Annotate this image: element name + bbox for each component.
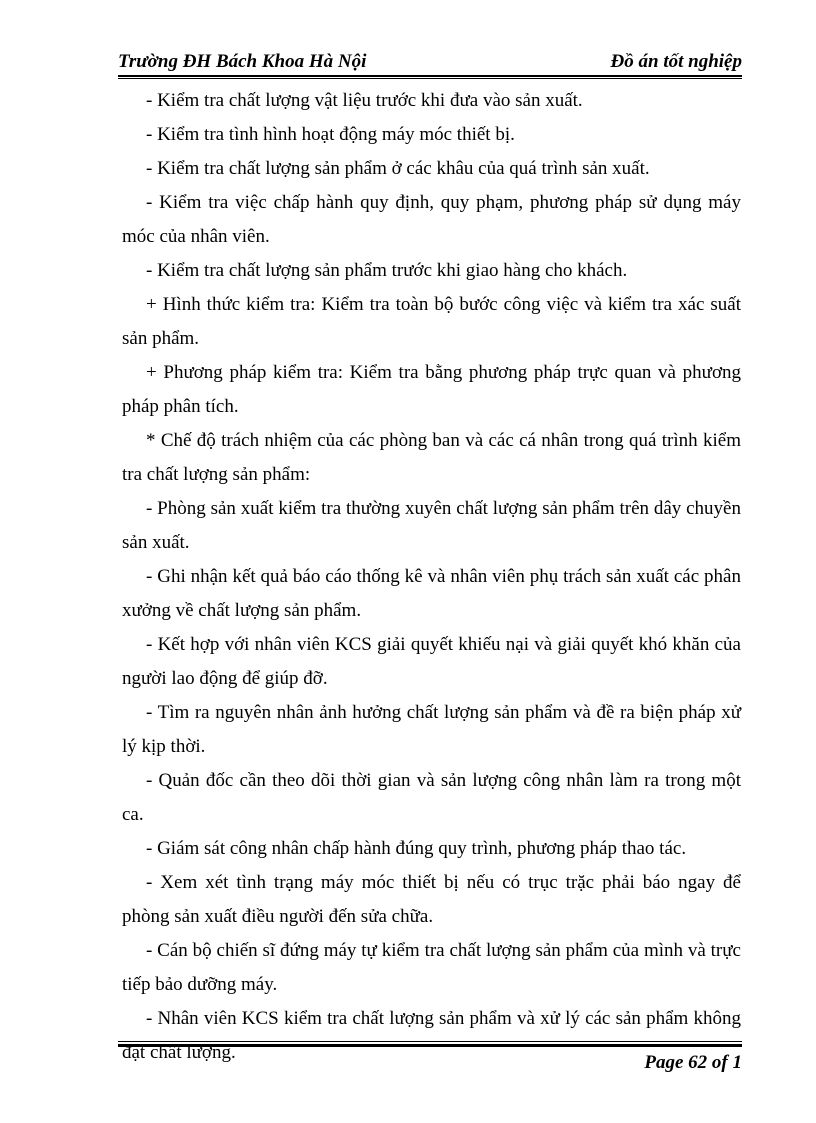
paragraph: - Nhân viên KCS kiểm tra chất lượng sản phẩm và xử lý các sản phẩm không đạt chất lượng. xyxy=(122,1008,741,1063)
paragraph: - Cán bộ chiến sĩ đứng máy tự kiểm tra chất lượng sản phẩm của mình và trực tiếp bảo dưỡng máy. xyxy=(122,940,741,995)
paragraph: - Quản đốc cần theo dõi thời gian và sản lượng công nhân làm ra trong một ca. xyxy=(122,770,741,825)
paragraph: - Kiểm tra việc chấp hành quy định, quy phạm, phương pháp sử dụng máy móc của nhân viên. xyxy=(122,192,741,247)
page-header xyxy=(118,48,742,76)
header-document-type: Đồ án tốt nghiệp xyxy=(610,51,742,72)
paragraph: - Kiểm tra chất lượng vật liệu trước khi đưa vào sản xuất. xyxy=(146,90,583,111)
paragraph: - Kiểm tra chất lượng sản phẩm ở các khâu của quá trình sản xuất. xyxy=(146,158,650,179)
header-school-name: Trường ĐH Bách Khoa Hà Nội xyxy=(118,51,367,72)
footer-divider xyxy=(118,1041,742,1047)
paragraph: - Xem xét tình trạng máy móc thiết bị nếu có trục trặc phải báo ngay để phòng sản xuất điều người đến sửa chữa. xyxy=(122,872,741,927)
paragraph: + Phương pháp kiểm tra: Kiểm tra bằng phương pháp trực quan và phương pháp phân tích. xyxy=(122,362,741,417)
footer-divider-inner-line xyxy=(118,1044,742,1045)
paragraph: - Ghi nhận kết quả báo cáo thống kê và nhân viên phụ trách sản xuất các phân xưởng về chất lượng sản phẩm. xyxy=(122,566,741,621)
paragraph: - Kiểm tra tình hình hoạt động máy móc thiết bị. xyxy=(146,124,515,145)
paragraph: - Phòng sản xuất kiểm tra thường xuyên chất lượng sản phẩm trên dây chuyền sản xuất. xyxy=(122,498,741,553)
page-number: Page 62 of 1 xyxy=(644,1052,742,1073)
document-body xyxy=(122,84,741,1070)
paragraph: - Giám sát công nhân chấp hành đúng quy trình, phương pháp thao tác. xyxy=(146,838,687,859)
paragraph: - Kiểm tra chất lượng sản phẩm trước khi giao hàng cho khách. xyxy=(146,260,628,281)
paragraph: + Hình thức kiểm tra: Kiểm tra toàn bộ bước công việc và kiểm tra xác suất sản phẩm. xyxy=(122,294,741,349)
paragraph: * Chế độ trách nhiệm của các phòng ban và các cá nhân trong quá trình kiểm tra chất lượng sản phẩm: xyxy=(122,430,741,485)
paragraph: - Tìm ra nguyên nhân ảnh hưởng chất lượng sản phẩm và đề ra biện pháp xử lý kịp thời. xyxy=(122,702,741,757)
header-divider xyxy=(118,75,742,79)
paragraph: - Kết hợp với nhân viên KCS giải quyết khiếu nại và giải quyết khó khăn của người lao động để giúp đỡ. xyxy=(122,634,741,689)
